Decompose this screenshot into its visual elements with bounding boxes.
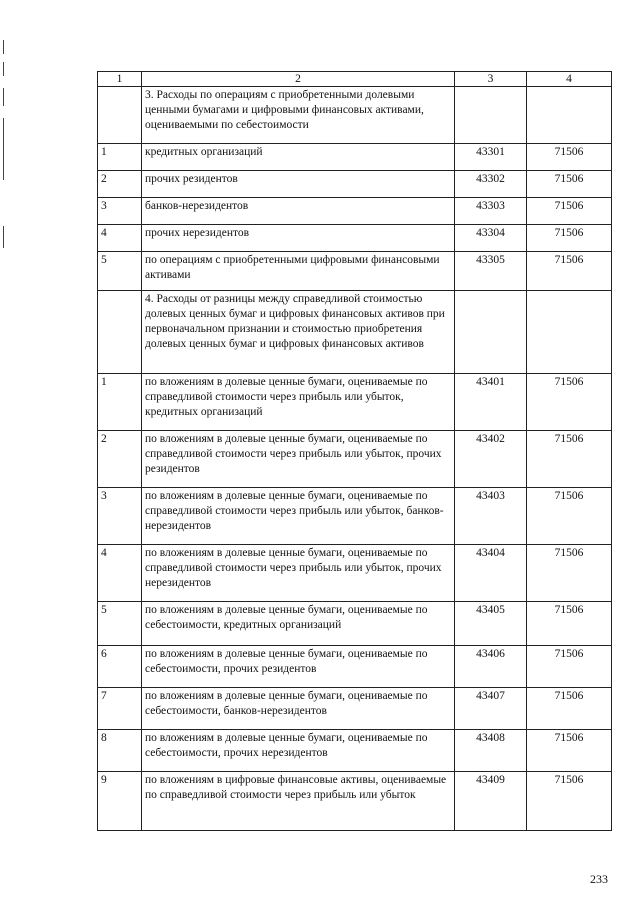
row-account: 71506 <box>527 602 612 646</box>
row-code: 43404 <box>455 545 527 602</box>
row-description: банков-нерезидентов <box>142 198 455 225</box>
row-number: 5 <box>98 602 142 646</box>
row-account: 71506 <box>527 252 612 291</box>
row-code: 43303 <box>455 198 527 225</box>
row-description: по вложениям в долевые ценные бумаги, оцениваемые по себестоимости, кредитных организаций <box>142 602 455 646</box>
section-title-row <box>98 291 612 374</box>
accounts-table <box>97 71 612 831</box>
table-row <box>98 144 612 171</box>
row-number: 9 <box>98 772 142 831</box>
table-row <box>98 688 612 730</box>
row-description: по операциям с приобретенными цифровыми финансовыми активами <box>142 252 455 291</box>
header-cell-3: 3 <box>455 72 527 87</box>
row-code: 43305 <box>455 252 527 291</box>
code-cell <box>455 87 527 144</box>
row-number-cell <box>98 87 142 144</box>
row-number: 1 <box>98 374 142 431</box>
header-cell-2: 2 <box>142 72 455 87</box>
scan-margin-mark <box>3 226 4 248</box>
scan-margin-mark <box>3 88 4 106</box>
row-description: по вложениям в долевые ценные бумаги, оцениваемые по справедливой стоимости через прибыль или убыток, кредитных организаций <box>142 374 455 431</box>
table-row <box>98 730 612 772</box>
row-number: 4 <box>98 225 142 252</box>
section-title: 4. Расходы от разницы между справедливой стоимостью долевых ценных бумаг и цифровых финансовых активов при первоначальном признании и стоимостью приобретения долевых ценных бумаг и цифровых финансовых активов <box>142 291 455 374</box>
scan-margin-mark <box>3 40 4 54</box>
row-number: 4 <box>98 545 142 602</box>
row-account: 71506 <box>527 488 612 545</box>
table-header-row <box>98 72 612 87</box>
table-row <box>98 602 612 646</box>
row-number: 1 <box>98 144 142 171</box>
scan-margin-mark <box>3 62 4 76</box>
row-account: 71506 <box>527 772 612 831</box>
row-account: 71506 <box>527 688 612 730</box>
row-account: 71506 <box>527 225 612 252</box>
row-code: 43407 <box>455 688 527 730</box>
header-cell-1: 1 <box>98 72 142 87</box>
row-number: 3 <box>98 488 142 545</box>
table-row <box>98 488 612 545</box>
row-description: прочих резидентов <box>142 171 455 198</box>
section-title-row <box>98 87 612 144</box>
row-number: 2 <box>98 171 142 198</box>
row-code: 43401 <box>455 374 527 431</box>
row-code: 43406 <box>455 646 527 688</box>
table-row <box>98 198 612 225</box>
table-row <box>98 225 612 252</box>
row-account: 71506 <box>527 374 612 431</box>
row-description: по вложениям в долевые ценные бумаги, оцениваемые по справедливой стоимости через прибыль или убыток, прочих нерезидентов <box>142 545 455 602</box>
row-account: 71506 <box>527 431 612 488</box>
table-row <box>98 431 612 488</box>
header-cell-4: 4 <box>527 72 612 87</box>
table-row <box>98 374 612 431</box>
row-number: 3 <box>98 198 142 225</box>
account-cell <box>527 291 612 374</box>
row-number: 5 <box>98 252 142 291</box>
row-code: 43304 <box>455 225 527 252</box>
row-code: 43302 <box>455 171 527 198</box>
table-row <box>98 646 612 688</box>
row-code: 43405 <box>455 602 527 646</box>
row-account: 71506 <box>527 198 612 225</box>
row-account: 71506 <box>527 646 612 688</box>
row-description: по вложениям в долевые ценные бумаги, оцениваемые по справедливой стоимости через прибыль или убыток, банков-нерезидентов <box>142 488 455 545</box>
row-number: 7 <box>98 688 142 730</box>
row-account: 71506 <box>527 171 612 198</box>
table-row <box>98 171 612 198</box>
row-description: по вложениям в долевые ценные бумаги, оцениваемые по себестоимости, банков-нерезидентов <box>142 688 455 730</box>
row-description: по вложениям в долевые ценные бумаги, оцениваемые по себестоимости, прочих резидентов <box>142 646 455 688</box>
row-number: 8 <box>98 730 142 772</box>
row-account: 71506 <box>527 730 612 772</box>
row-description: кредитных организаций <box>142 144 455 171</box>
row-account: 71506 <box>527 144 612 171</box>
row-number: 6 <box>98 646 142 688</box>
row-code: 43402 <box>455 431 527 488</box>
page-number: 233 <box>590 872 608 886</box>
row-code: 43403 <box>455 488 527 545</box>
row-description: по вложениям в долевые ценные бумаги, оцениваемые по справедливой стоимости через прибыль или убыток, прочих резидентов <box>142 431 455 488</box>
code-cell <box>455 291 527 374</box>
scan-margin-mark <box>3 118 4 180</box>
table-row <box>98 545 612 602</box>
table-row <box>98 252 612 291</box>
account-cell <box>527 87 612 144</box>
row-number-cell <box>98 291 142 374</box>
section-title: 3. Расходы по операциям с приобретенными долевыми ценными бумагами и цифровыми финансовых активами, оцениваемыми по себестоимости <box>142 87 455 144</box>
row-account: 71506 <box>527 545 612 602</box>
table-row <box>98 772 612 831</box>
row-code: 43301 <box>455 144 527 171</box>
row-description: прочих нерезидентов <box>142 225 455 252</box>
row-number: 2 <box>98 431 142 488</box>
row-description: по вложениям в цифровые финансовые активы, оцениваемые по справедливой стоимости через прибыль или убыток <box>142 772 455 831</box>
row-code: 43409 <box>455 772 527 831</box>
row-code: 43408 <box>455 730 527 772</box>
row-description: по вложениям в долевые ценные бумаги, оцениваемые по себестоимости, прочих нерезидентов <box>142 730 455 772</box>
